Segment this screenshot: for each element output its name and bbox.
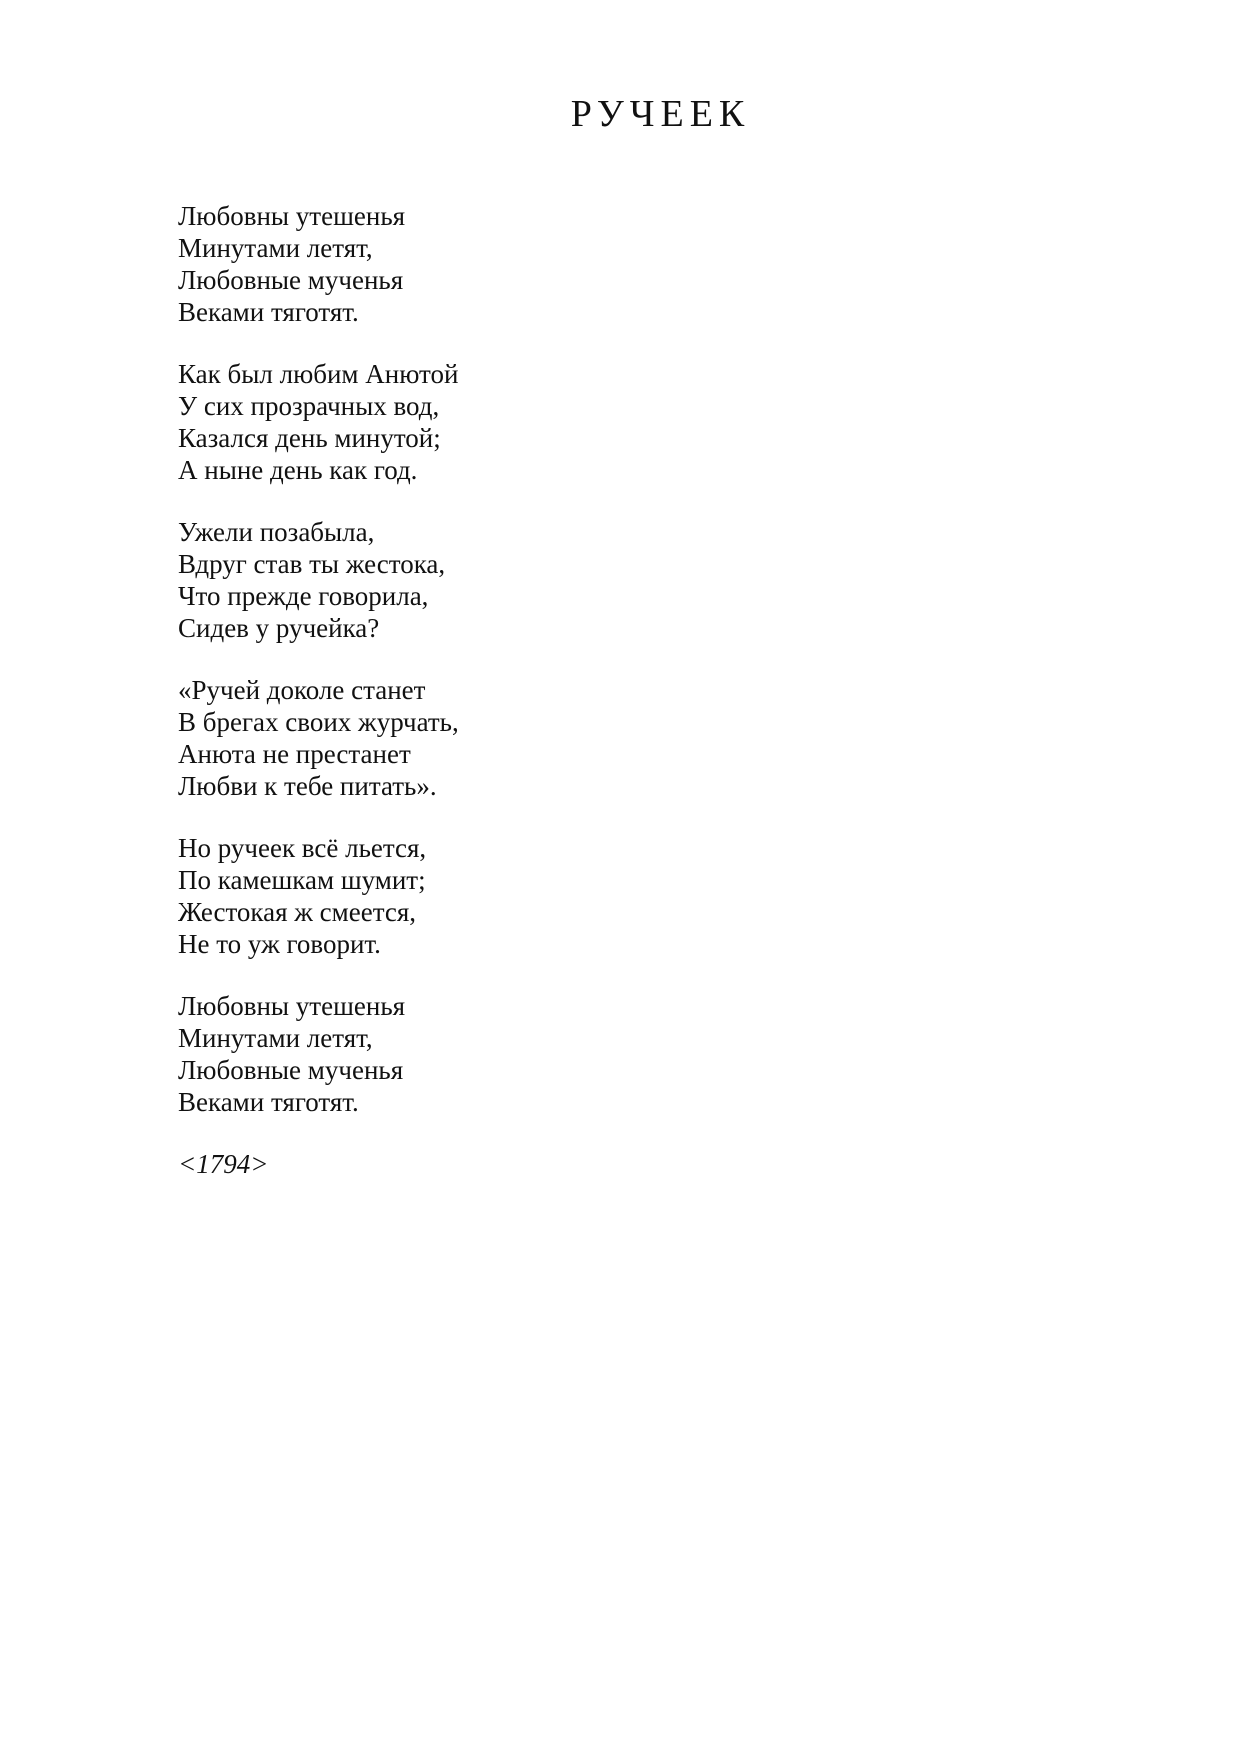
poem-line: Что прежде говорила, [178, 581, 429, 611]
poem-line: Сидев у ручейка? [178, 613, 380, 643]
poem-line: «Ручей доколе станет [178, 675, 426, 705]
poem-line: По камешкам шумит; [178, 865, 426, 895]
stanza-5 [178, 832, 878, 960]
poem-line: Любовные мученья [178, 265, 404, 295]
poem-line: Веками тяготят. [178, 1087, 359, 1117]
poem-line: Любовны утешенья [178, 201, 406, 231]
poem-line: Как был любим Анютой [178, 359, 459, 389]
poem-date: <1794> [178, 1149, 269, 1179]
stanza-3 [178, 516, 878, 644]
poem-body [178, 200, 878, 1180]
poem-line: В брегах своих журчать, [178, 707, 459, 737]
poem-line: Жестокая ж смеется, [178, 897, 416, 927]
poem-line: Ужели позабыла, [178, 517, 375, 547]
poem-line: Казался день минутой; [178, 423, 441, 453]
poem-line: У сих прозрачных вод, [178, 391, 440, 421]
poem-line: Веками тяготят. [178, 297, 359, 327]
poem-line: Любовные мученья [178, 1055, 404, 1085]
stanza-6 [178, 990, 878, 1118]
poem-line: А ныне день как год. [178, 455, 418, 485]
poem-line: Вдруг став ты жестока, [178, 549, 446, 579]
poem-title: РУЧЕЕК [570, 93, 751, 135]
stanza-2 [178, 358, 878, 486]
stanza-4 [178, 674, 878, 802]
poem-line: Минутами летят, [178, 1023, 373, 1053]
poem-line: Минутами летят, [178, 233, 373, 263]
poem-line: Не то уж говорит. [178, 929, 381, 959]
poem-line: Любовны утешенья [178, 991, 406, 1021]
poem-line: Анюта не престанет [178, 739, 411, 769]
poem-line: Любви к тебе питать». [178, 771, 437, 801]
poem-line: Но ручеек всё льется, [178, 833, 427, 863]
stanza-1 [178, 200, 878, 328]
